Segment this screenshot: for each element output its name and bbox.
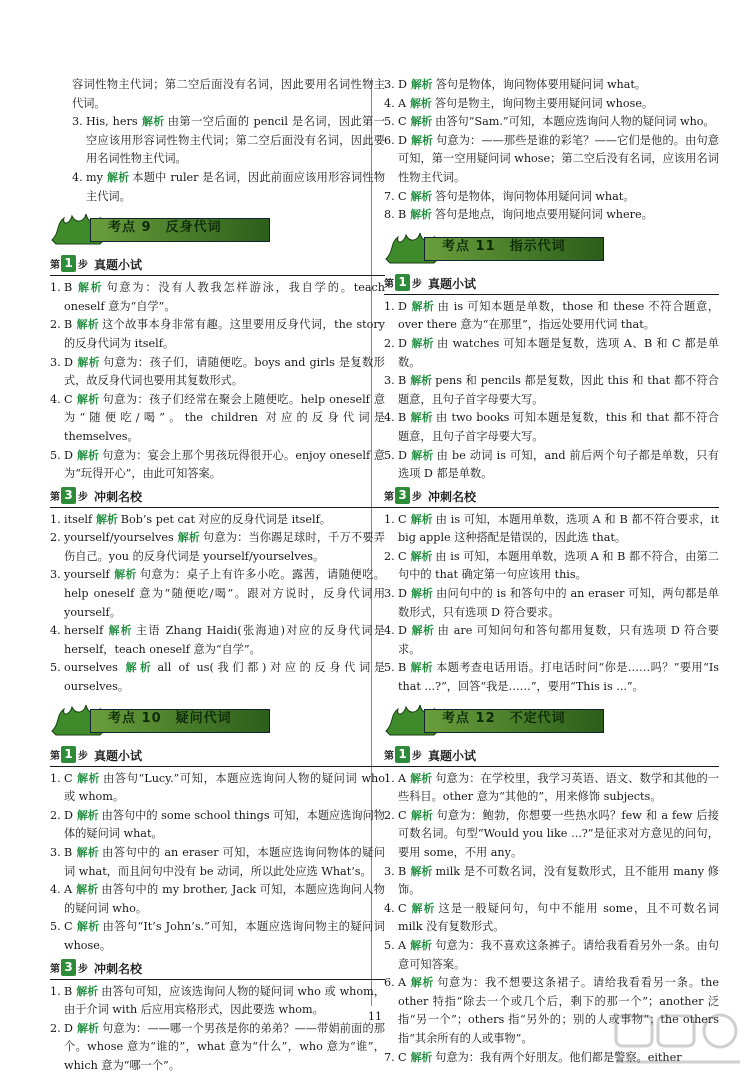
jiexi-label: 解析: [410, 864, 433, 878]
step-bu-label: 步: [78, 750, 88, 762]
step-title: 冲刺名校: [94, 961, 143, 976]
answer-item: [384, 511, 719, 548]
jiexi-label: 解析: [410, 624, 435, 638]
item-number: 1.: [50, 771, 61, 785]
item-answer: D: [398, 448, 407, 462]
item-number: 4.: [384, 96, 395, 110]
step-bu-label: 步: [412, 278, 422, 290]
item-number: 2.: [384, 808, 395, 822]
item-answer: B: [64, 984, 73, 998]
item-number: 6.: [384, 976, 395, 990]
jiexi-label: 解析: [121, 661, 155, 675]
item-number: 4.: [50, 883, 61, 897]
step-di-label: 第: [50, 260, 60, 272]
item-explanation: 句意为：当你踢足球时，千万不要弄伤自己。you 的反身代词是 yourself/yourselves。: [64, 531, 385, 563]
answer-item: [384, 937, 719, 974]
jiexi-label: 解析: [106, 170, 130, 184]
item-answer: C: [398, 549, 407, 563]
item-explanation: 句意为：我不想要这条裙子。请给我看看另一条。the other 特指“除去一个或几个后，剩下的那一个”；another 泛指“另一个”；others 指“另外的；别的人或事物”；the others 指“其余所有的人或事物”。: [398, 976, 720, 1045]
step-di-label: 第: [384, 750, 394, 762]
answer-item: [384, 113, 719, 132]
jiexi-label: 解析: [76, 281, 104, 295]
step-number-badge: 3: [395, 487, 410, 504]
item-explanation: 由第一空后面的 pencil 是名词，因此第一空应该用形容词性物主代词；第二空后面没有名词，因此要用名词性物主代词。: [86, 115, 386, 166]
answer-item: [50, 770, 385, 807]
item-number: 5.: [50, 920, 61, 934]
step-di-label: 第: [50, 963, 60, 975]
item-explanation: 句意为：——那些是谁的彩笔？——它们是他的。由句意可知，第一空用疑问词 whose；第二空后没有名词，应该用名词性物主代词。: [398, 133, 719, 184]
item-explanation: 句意为：我有两个好朋友。他们都是警察。either: [435, 1050, 682, 1064]
answer-item: [50, 622, 385, 659]
item-explanation: 答句是物体，询问物体用疑问词 what。: [435, 189, 635, 203]
item-explanation: all of us(我们都)对应的反身代词是 ourselves。: [64, 661, 386, 694]
answer-item: [50, 169, 385, 206]
kaodian-banner: [50, 701, 385, 739]
answer-item: [50, 511, 385, 530]
item-explanation: 由 two books 可知本题是复数，this 和 that 都不符合题意，且句子首字母要大写。: [398, 411, 719, 443]
answer-item: [50, 918, 385, 955]
step-number-badge: 1: [395, 274, 410, 291]
item-answer: itself: [64, 512, 93, 526]
jiexi-label: 解析: [96, 512, 118, 526]
item-number: 5.: [384, 115, 395, 129]
item-answer: A: [398, 771, 407, 785]
item-explanation: 由 is 可知本题是单数，those 和 these 不符合题意，over there 意为“在那里”，指远处要用代词 that。: [398, 299, 720, 332]
item-answer: herself: [64, 624, 104, 638]
kaodian-title: 考点 12 不定代词: [442, 710, 566, 726]
answer-item: [50, 566, 385, 622]
item-answer: His, hers: [86, 115, 138, 129]
jiexi-label: 解析: [410, 587, 434, 601]
item-explanation: 答句是物体，询问物体要用疑问词 what。: [435, 78, 647, 91]
item-explanation: 本题考查电话用语。打电话时问“你是……吗？”要用“Is that ...?”，回答“我是……”，要用“This is ...”。: [398, 661, 720, 694]
kaodian-banner: [384, 229, 719, 267]
kaodian-title: 考点 9 反身代词: [108, 220, 222, 236]
item-explanation: 由问句中的 is 和答句中的 an eraser 可知，两句都是单数形式，只有选项 D 符合要求。: [398, 587, 720, 619]
answer-item: [384, 372, 719, 409]
item-number: 2.: [50, 531, 61, 545]
item-answer: my: [86, 170, 103, 184]
item-number: 3.: [72, 115, 83, 129]
answer-item: [384, 409, 719, 446]
item-explanation: 句意为：鲍勃，你想要一些热水吗？few 和 a few 后接可数名词。句型“Would you like ...?”是征求对方意见的问句，要用 some，不用 any。: [398, 808, 720, 859]
answer-item: [384, 132, 719, 188]
watermark-logo: [610, 1010, 745, 1078]
item-number: 8.: [384, 208, 395, 222]
item-answer: C: [64, 920, 73, 934]
step-number-badge: 3: [61, 487, 76, 504]
item-explanation: 句意为：桌子上有许多小吃。露茜，请随便吃。help oneself 意为“随便吃/喝”。跟对方说时，反身代词用 yourself。: [64, 568, 385, 619]
item-answer: C: [398, 808, 407, 822]
item-number: 1.: [384, 299, 395, 313]
item-number: 7.: [384, 1050, 395, 1064]
step-header: [50, 254, 385, 276]
answer-item: [384, 770, 719, 807]
answer-item: [384, 298, 719, 335]
item-explanation: 由答句可知，应该选询问人物的疑问词 who 或 whom，由于介词 with 后应用宾格形式，因此要选 whom。: [64, 984, 386, 1017]
jiexi-label: 解析: [410, 336, 434, 350]
item-answer: D: [64, 1021, 73, 1035]
item-answer: yourself/yourselves: [64, 531, 174, 545]
item-answer: yourself: [64, 568, 110, 582]
jiexi-label: 解析: [410, 938, 433, 952]
item-explanation: 由答句“Sam.”可知，本题应选询问人物的疑问词 who。: [435, 115, 715, 129]
jiexi-label: 解析: [410, 976, 435, 990]
answer-item: [50, 447, 385, 484]
item-answer: B: [398, 374, 407, 388]
step-title: 真题小试: [94, 258, 143, 273]
page-number: 11: [368, 1010, 382, 1023]
answer-item: [50, 807, 385, 844]
item-explanation: 句意为：在学校里，我学习英语、语文、数学和其他的一些科目。other 意为“其他的”，用来修饰 subjects。: [398, 771, 719, 804]
step-header: [50, 486, 385, 508]
item-answer: C: [398, 1050, 407, 1064]
item-explanation: 主语 Zhang Haidi(张海迪)对应的反身代词是 herself，teach oneself 意为“自学”。: [64, 624, 385, 656]
jiexi-label: 解析: [76, 392, 100, 406]
item-number: 4.: [384, 624, 395, 638]
item-number: 4.: [72, 170, 83, 184]
item-answer: D: [398, 587, 407, 601]
step-header: [50, 958, 385, 980]
answer-item: [50, 844, 385, 881]
item-answer: B: [398, 864, 407, 878]
step-title: 真题小试: [428, 276, 477, 291]
jiexi-label: 解析: [76, 808, 99, 822]
item-answer: D: [64, 808, 73, 822]
item-answer: A: [64, 883, 73, 897]
item-number: 3.: [50, 846, 61, 859]
item-number: 1.: [50, 512, 61, 526]
answer-item: [50, 316, 385, 353]
item-number: 4.: [384, 411, 395, 425]
jiexi-label: 解析: [410, 661, 434, 675]
item-answer: B: [398, 208, 407, 222]
item-number: 2.: [50, 318, 61, 332]
item-answer: A: [398, 96, 407, 110]
item-number: 1.: [384, 771, 395, 785]
answer-item: [50, 1020, 385, 1076]
answer-item: [384, 622, 719, 659]
item-explanation: 句意为：没有人教我怎样游泳，我自学的。teach oneself 意为“自学”。: [64, 281, 386, 313]
item-answer: C: [64, 771, 73, 785]
step-title: 冲刺名校: [428, 489, 477, 504]
item-number: 2.: [50, 808, 61, 822]
step-bu-label: 步: [78, 260, 88, 272]
answer-item: [384, 900, 719, 937]
answer-item: [384, 206, 719, 225]
step-di-label: 第: [50, 750, 60, 762]
answer-item: [50, 529, 385, 566]
item-number: 5.: [50, 448, 61, 462]
jiexi-label: 解析: [76, 355, 100, 369]
step-bu-label: 步: [412, 491, 422, 503]
item-number: 5.: [384, 448, 395, 462]
item-answer: B: [398, 661, 407, 675]
item-explanation: 句意为：孩子们经常在聚会上随便吃。help oneself 意为“随便吃/喝”。the children 对应的反身代词是 themselves。: [64, 392, 386, 443]
item-number: 2.: [384, 336, 395, 350]
item-number: 3.: [384, 374, 395, 388]
item-explanation: 由答句中的 some school things 可知，本题应选询问物体的疑问词 what。: [64, 808, 385, 841]
jiexi-label: 解析: [141, 115, 165, 129]
step-title: 真题小试: [94, 748, 143, 763]
step-title: 冲刺名校: [94, 489, 143, 504]
item-answer: C: [398, 115, 407, 129]
item-explanation: 本题中 ruler 是名词，因此前面应该用形容词性物主代词。: [86, 170, 386, 203]
jiexi-label: 解析: [76, 318, 100, 332]
item-explanation: 这个故事本身非常有趣。这里要用反身代词，the story 的反身代词为 itself。: [64, 318, 386, 350]
step-bu-label: 步: [412, 750, 422, 762]
left-column: [50, 76, 385, 1076]
item-answer: A: [398, 976, 407, 990]
item-explanation: 由 watches 可知本题是复数，选项 A、B 和 C 都是单数。: [398, 336, 720, 369]
answer-item: [50, 659, 385, 696]
item-explanation: 由答句“It’s John’s.”可知，本题应选询问物主的疑问词 whose。: [64, 920, 385, 952]
jiexi-label: 解析: [113, 568, 137, 582]
jiexi-label: 解析: [410, 512, 433, 526]
step-di-label: 第: [384, 491, 394, 503]
jiexi-label: 解析: [410, 901, 436, 915]
item-number: 5.: [50, 661, 61, 675]
item-explanation: 句意为：宴会上那个男孩玩得很开心。enjoy oneself 意为“玩得开心”，由此可知答案。: [64, 448, 386, 481]
item-explanation: Bob’s pet cat 对应的反身代词是 itself。: [120, 512, 331, 526]
item-explanation: 由 be 动词 is 可知，and 前后两个句子都是单数，只有选项 D 都是单数。: [398, 448, 719, 481]
item-explanation: 由 is 可知，本题用单数，选项 A 和 B 都不符合要求，it big apple 这种搭配是错误的，因此选 that。: [398, 512, 719, 545]
kaodian-banner: [384, 701, 719, 739]
answer-item: [384, 863, 719, 900]
item-answer: D: [398, 133, 407, 147]
item-answer: D: [64, 448, 73, 462]
item-number: 3.: [384, 587, 395, 601]
answer-item: [50, 76, 385, 113]
jiexi-label: 解析: [410, 411, 433, 425]
item-number: 5.: [384, 661, 395, 675]
step-number-badge: 1: [61, 746, 76, 763]
item-answer: C: [398, 512, 407, 526]
step-number-badge: 1: [61, 255, 76, 272]
step-di-label: 第: [384, 278, 394, 290]
jiexi-label: 解析: [410, 96, 432, 110]
item-number: 6.: [384, 133, 395, 147]
kaodian-title: 考点 10 疑问代词: [108, 710, 232, 726]
jiexi-label: 解析: [410, 549, 433, 563]
jiexi-label: 解析: [410, 208, 432, 222]
jiexi-label: 解析: [76, 846, 100, 859]
kaodian-banner: [50, 210, 385, 248]
jiexi-label: 解析: [410, 133, 434, 147]
item-explanation: 句意为：——哪一个男孩是你的弟弟？——带娟前面的那个。whose 意为“谁的”，what 意为“什么”，who 意为“谁”，which 意为“哪一个”。: [64, 1021, 385, 1072]
item-number: 3.: [50, 355, 61, 369]
item-answer: D: [398, 624, 407, 638]
item-number: 3.: [50, 568, 61, 582]
item-number: 3.: [384, 864, 395, 878]
jiexi-label: 解析: [410, 1050, 433, 1064]
jiexi-label: 解析: [410, 115, 433, 129]
jiexi-label: 解析: [76, 1021, 100, 1035]
item-number: 4.: [384, 901, 395, 915]
item-explanation: 由 are 可知问句和答句都用复数，只有选项 D 符合要求。: [398, 624, 719, 656]
item-answer: B: [64, 846, 73, 859]
jiexi-label: 解析: [76, 984, 99, 998]
jiexi-label: 解析: [410, 299, 435, 313]
answer-item: [384, 188, 719, 207]
jiexi-label: 解析: [410, 374, 433, 388]
answer-item: [50, 354, 385, 391]
jiexi-label: 解析: [410, 808, 434, 822]
item-answer: A: [398, 938, 407, 952]
item-number: 1.: [384, 512, 395, 526]
item-explanation: 由答句“Lucy.”可知，本题应选询问人物的疑问词 who 或 whom。: [64, 771, 385, 804]
item-answer: B: [398, 411, 407, 425]
answer-item: [384, 807, 719, 863]
item-answer: B: [64, 281, 73, 295]
jiexi-label: 解析: [410, 771, 433, 785]
item-answer: D: [398, 336, 407, 350]
jiexi-label: 解析: [410, 78, 433, 91]
item-explanation: 由 is 可知，本题用单数，选项 A 和 B 都不符合，由第二句中的 that 确定第一句应该用 this。: [398, 549, 719, 582]
item-explanation: 答句是物主，询问物主要用疑问词 whose。: [434, 96, 654, 110]
jiexi-label: 解析: [177, 531, 200, 545]
item-number: 1.: [50, 281, 61, 295]
step-number-badge: 1: [395, 746, 410, 763]
item-explanation: 句意为：我不喜欢这条裤子。请给我看看另外一条。由句意可知答案。: [398, 938, 719, 971]
step-header: [384, 273, 719, 295]
step-di-label: 第: [50, 491, 60, 503]
step-number-badge: 3: [61, 959, 76, 976]
answer-item: [384, 585, 719, 622]
jiexi-label: 解析: [76, 771, 101, 785]
item-answer: C: [398, 189, 407, 203]
step-header: [384, 745, 719, 767]
jiexi-label: 解析: [76, 883, 99, 897]
item-number: 3.: [384, 78, 395, 91]
jiexi-label: 解析: [410, 448, 434, 462]
item-explanation: 答句是地点，询问地点要用疑问词 where。: [434, 208, 653, 222]
answer-item: [384, 447, 719, 484]
item-number: 1.: [50, 984, 61, 998]
item-explanation: milk 是不可数名词，没有复数形式，且不能用 many 修饰。: [398, 864, 719, 897]
answer-item: [50, 279, 385, 316]
item-number: 4.: [50, 392, 61, 406]
item-answer: D: [398, 78, 407, 91]
jiexi-label: 解析: [76, 920, 100, 934]
right-column: [384, 76, 719, 1067]
answer-item: [50, 113, 385, 169]
item-number: 2.: [384, 549, 395, 563]
item-explanation: 容词性物主代词；第二空后面没有名词，因此要用名词性物主代词。: [72, 78, 385, 110]
item-answer: B: [64, 318, 73, 332]
item-number: 2.: [50, 1021, 61, 1035]
item-answer: D: [64, 355, 73, 369]
item-explanation: pens 和 pencils 都是复数，因此 this 和 that 都不符合题意，且句子首字母要大写。: [398, 374, 719, 406]
step-bu-label: 步: [78, 491, 88, 503]
answer-item: [50, 391, 385, 447]
item-explanation: 句意为：孩子们，请随便吃。boys and girls 是复数形式，故反身代词也要用其复数形式。: [64, 355, 385, 388]
item-explanation: 由答句中的 an eraser 可知，本题应选询问物体的疑问词 what，而且问句中没有 be 动词，所以此处应选 What’s。: [64, 846, 385, 878]
step-header: [50, 745, 385, 767]
answer-item: [384, 548, 719, 585]
answer-item: [384, 76, 719, 95]
item-answer: D: [398, 299, 407, 313]
item-number: 5.: [384, 938, 395, 952]
answer-item: [384, 95, 719, 114]
jiexi-label: 解析: [107, 624, 133, 638]
step-title: 真题小试: [428, 748, 477, 763]
answer-item: [384, 659, 719, 696]
kaodian-title: 考点 11 指示代词: [442, 238, 566, 254]
item-explanation: 这是一般疑问句，句中不能用 some，且不可数名词 milk 没有复数形式。: [398, 901, 720, 934]
item-answer: C: [64, 392, 73, 406]
step-bu-label: 步: [78, 963, 88, 975]
item-explanation: 由答句中的 my brother, Jack 可知，本题应选询问人物的疑问词 who。: [64, 883, 385, 915]
jiexi-label: 解析: [410, 189, 433, 203]
answer-item: [384, 335, 719, 372]
answer-item: [50, 881, 385, 918]
jiexi-label: 解析: [76, 448, 100, 462]
item-number: 7.: [384, 189, 395, 203]
item-number: 4.: [50, 624, 61, 638]
item-answer: C: [398, 901, 407, 915]
step-header: [384, 486, 719, 508]
item-answer: ourselves: [64, 661, 118, 675]
